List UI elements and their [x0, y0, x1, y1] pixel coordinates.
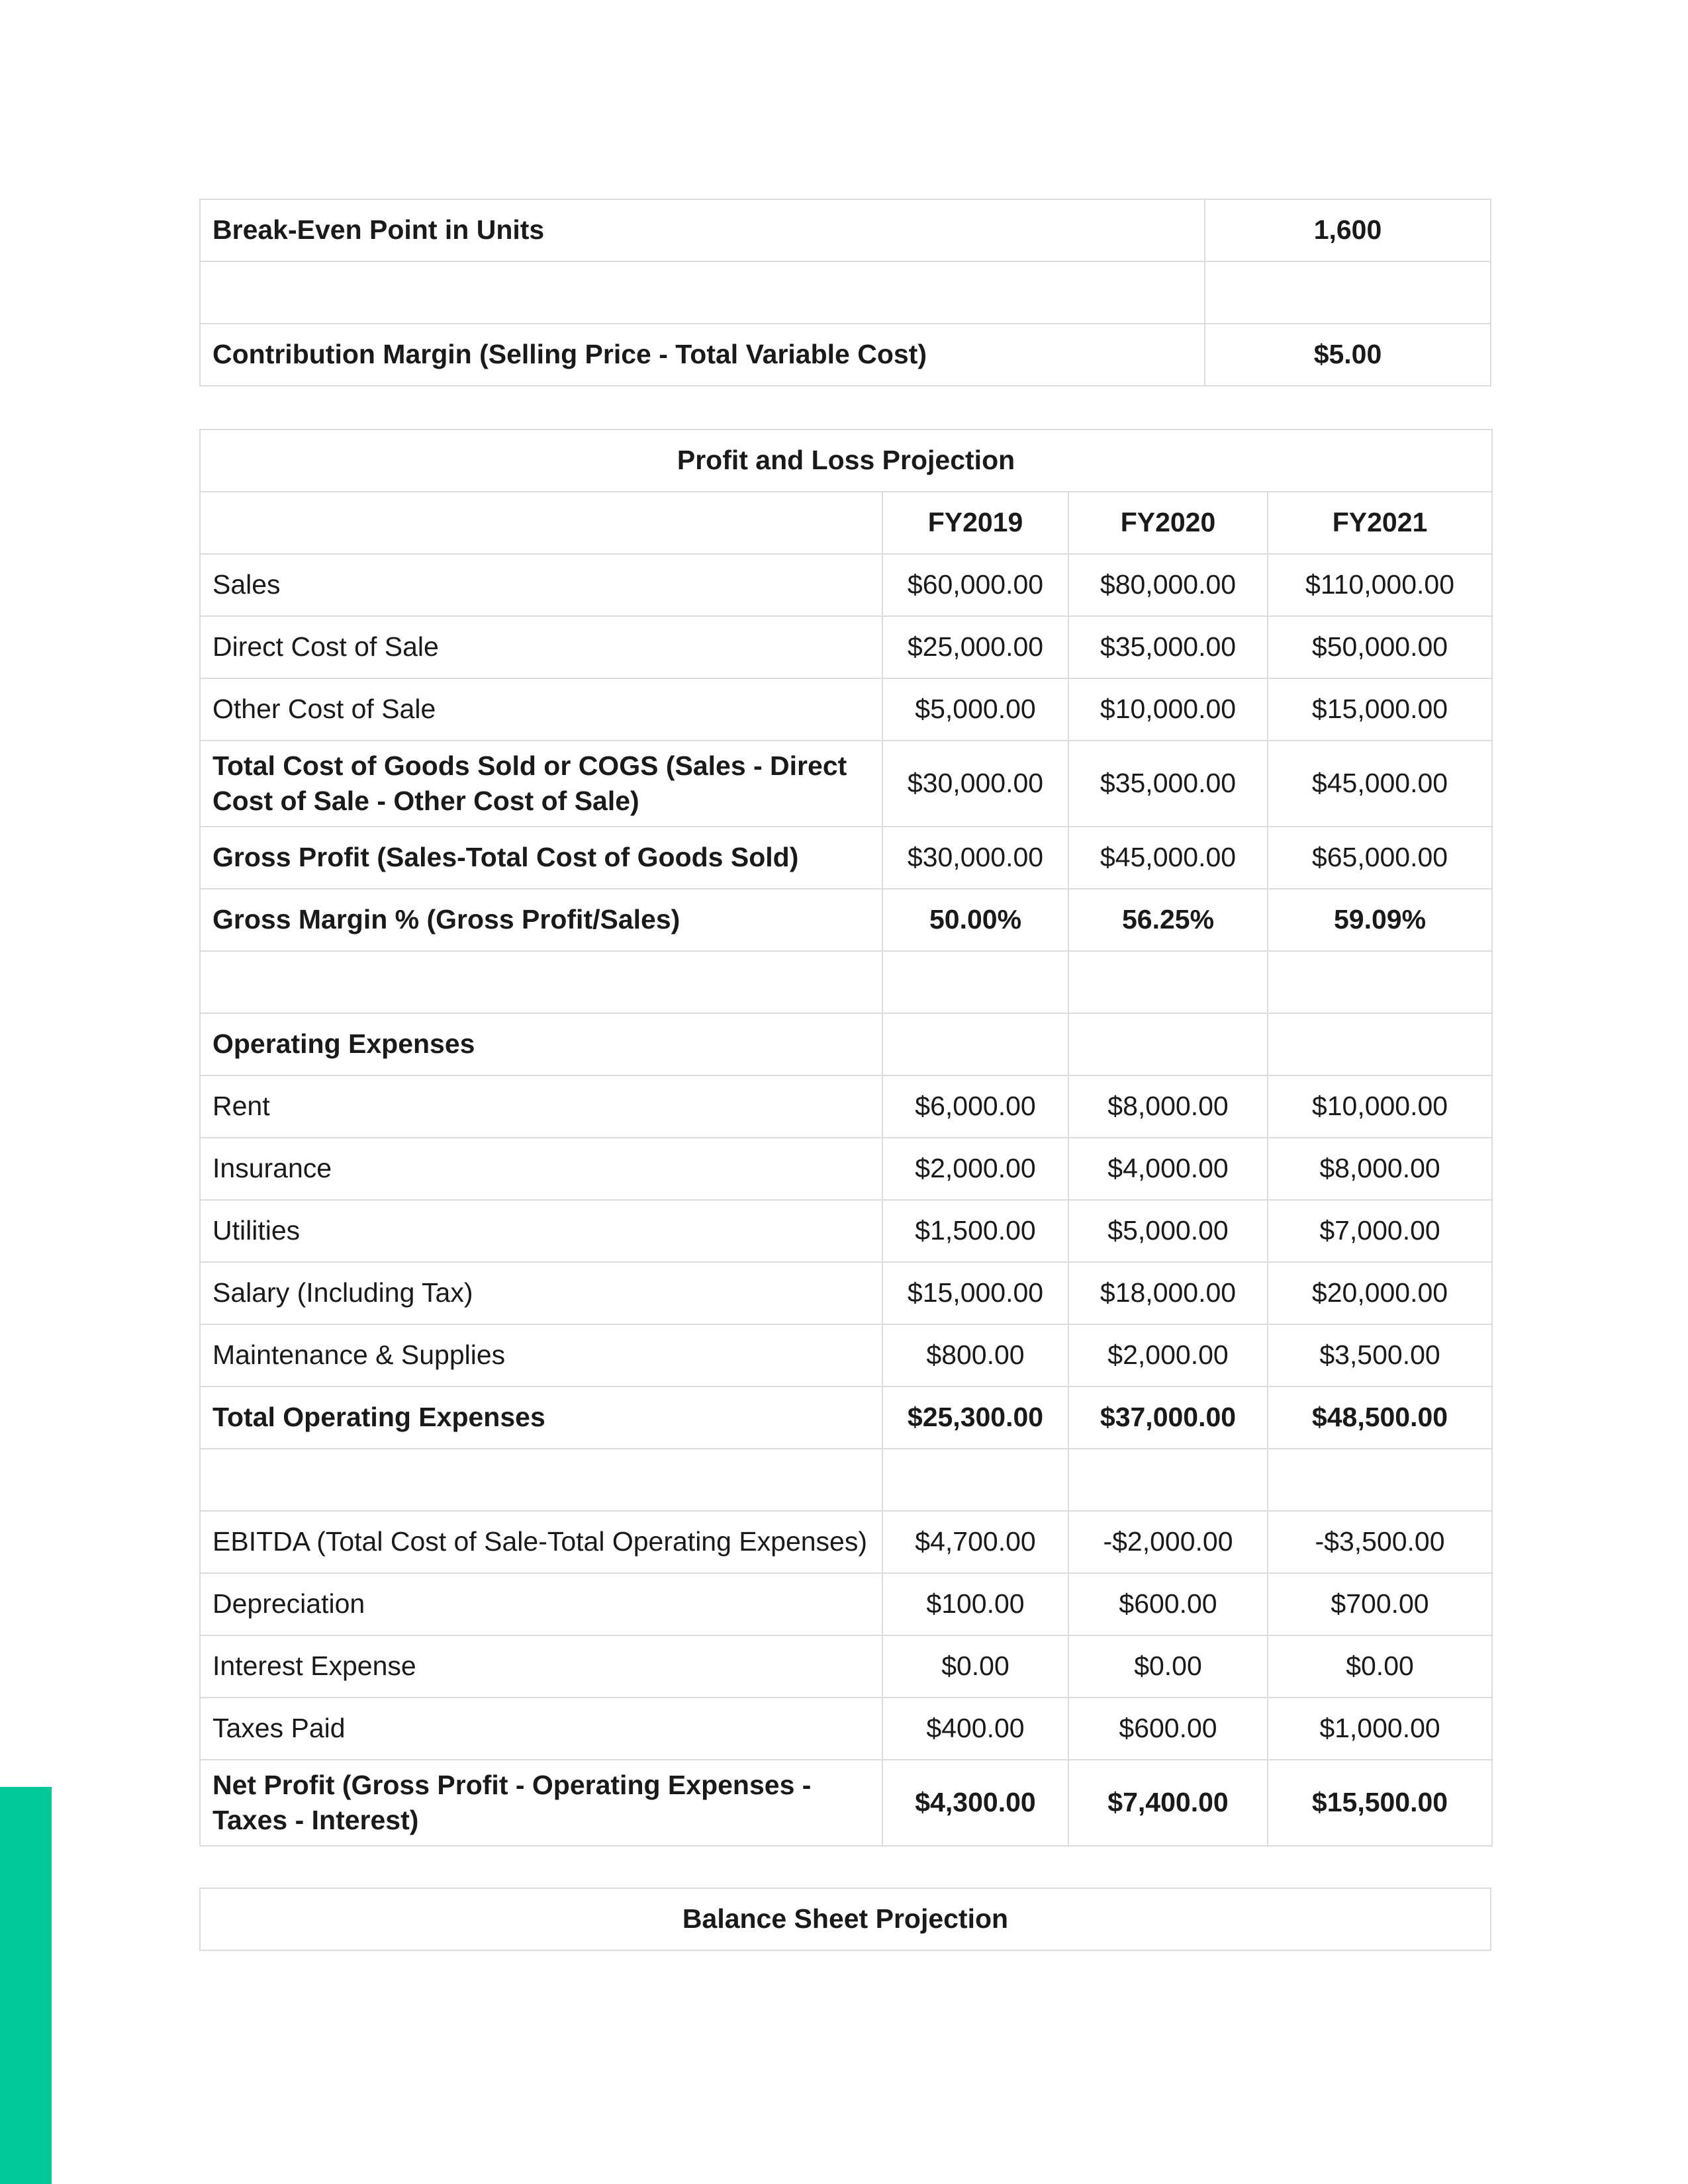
break-even-label: Break-Even Point in Units — [200, 199, 1205, 261]
row-label: Interest Expense — [200, 1635, 882, 1698]
table-row — [200, 1013, 1492, 1075]
value-cell: $80,000.00 — [1068, 554, 1268, 616]
row-label: Utilities — [200, 1200, 882, 1262]
value-cell — [1268, 1449, 1492, 1511]
row-label: Maintenance & Supplies — [200, 1324, 882, 1387]
contribution-margin-value: $5.00 — [1205, 324, 1491, 386]
value-cell: $600.00 — [1068, 1698, 1268, 1760]
header-cell-fy2019: FY2019 — [882, 492, 1068, 554]
table-row — [200, 889, 1492, 951]
value-cell: $8,000.00 — [1268, 1138, 1492, 1200]
value-cell: $3,500.00 — [1268, 1324, 1492, 1387]
value-cell: $8,000.00 — [1068, 1075, 1268, 1138]
value-cell: -$2,000.00 — [1068, 1511, 1268, 1573]
value-cell: $800.00 — [882, 1324, 1068, 1387]
row-label: Net Profit (Gross Profit - Operating Expenses - Taxes - Interest) — [200, 1760, 882, 1846]
row-label: Gross Profit (Sales-Total Cost of Goods Sold) — [200, 827, 882, 889]
row-label: EBITDA (Total Cost of Sale-Total Operating Expenses) — [200, 1511, 882, 1573]
value-cell: $2,000.00 — [882, 1138, 1068, 1200]
value-cell: $25,300.00 — [882, 1387, 1068, 1449]
table-row — [200, 1760, 1492, 1846]
value-cell — [1268, 951, 1492, 1013]
value-cell: $20,000.00 — [1268, 1262, 1492, 1324]
value-cell: 56.25% — [1068, 889, 1268, 951]
table-row — [200, 827, 1492, 889]
table-row — [200, 1573, 1492, 1635]
value-cell: $30,000.00 — [882, 741, 1068, 827]
value-cell: $25,000.00 — [882, 616, 1068, 678]
table-row — [200, 1075, 1492, 1138]
table-header-row — [200, 492, 1492, 554]
value-cell: $400.00 — [882, 1698, 1068, 1760]
table-row — [200, 616, 1492, 678]
value-cell: $45,000.00 — [1268, 741, 1492, 827]
value-cell — [1068, 1013, 1268, 1075]
table-row — [200, 324, 1491, 386]
table-row — [200, 1262, 1492, 1324]
value-cell: $7,000.00 — [1268, 1200, 1492, 1262]
value-cell: $60,000.00 — [882, 554, 1068, 616]
empty-cell — [1205, 261, 1491, 324]
value-cell: $6,000.00 — [882, 1075, 1068, 1138]
value-cell: $700.00 — [1268, 1573, 1492, 1635]
row-label: Operating Expenses — [200, 1013, 882, 1075]
table-title-row — [200, 1888, 1491, 1950]
balance-sheet-title: Balance Sheet Projection — [200, 1888, 1491, 1950]
value-cell — [1268, 1013, 1492, 1075]
break-even-table — [199, 199, 1491, 387]
value-cell: $2,000.00 — [1068, 1324, 1268, 1387]
header-cell — [200, 492, 882, 554]
value-cell: $600.00 — [1068, 1573, 1268, 1635]
value-cell: $45,000.00 — [1068, 827, 1268, 889]
row-label: Salary (Including Tax) — [200, 1262, 882, 1324]
break-even-value: 1,600 — [1205, 199, 1491, 261]
value-cell: $0.00 — [882, 1635, 1068, 1698]
table-title-row — [200, 430, 1492, 492]
value-cell — [882, 1013, 1068, 1075]
value-cell: $100.00 — [882, 1573, 1068, 1635]
row-label: Total Cost of Goods Sold or COGS (Sales - Direct Cost of Sale - Other Cost of Sale) — [200, 741, 882, 827]
value-cell — [882, 951, 1068, 1013]
value-cell: $7,400.00 — [1068, 1760, 1268, 1846]
balance-sheet-table — [199, 1888, 1491, 1951]
value-cell: -$3,500.00 — [1268, 1511, 1492, 1573]
row-label: Other Cost of Sale — [200, 678, 882, 741]
value-cell: $15,000.00 — [882, 1262, 1068, 1324]
value-cell: $18,000.00 — [1068, 1262, 1268, 1324]
value-cell: $10,000.00 — [1268, 1075, 1492, 1138]
empty-cell — [200, 261, 1205, 324]
value-cell — [1068, 951, 1268, 1013]
table-row — [200, 1324, 1492, 1387]
table-row — [200, 741, 1492, 827]
value-cell: 59.09% — [1268, 889, 1492, 951]
row-label — [200, 951, 882, 1013]
value-cell — [882, 1449, 1068, 1511]
row-label: Rent — [200, 1075, 882, 1138]
value-cell: $37,000.00 — [1068, 1387, 1268, 1449]
header-cell-fy2020: FY2020 — [1068, 492, 1268, 554]
table-row — [200, 1449, 1492, 1511]
value-cell — [1068, 1449, 1268, 1511]
value-cell: $48,500.00 — [1268, 1387, 1492, 1449]
table-row — [200, 1200, 1492, 1262]
value-cell: $35,000.00 — [1068, 741, 1268, 827]
value-cell: $10,000.00 — [1068, 678, 1268, 741]
table-row — [200, 678, 1492, 741]
row-label: Gross Margin % (Gross Profit/Sales) — [200, 889, 882, 951]
row-label: Taxes Paid — [200, 1698, 882, 1760]
value-cell: $15,500.00 — [1268, 1760, 1492, 1846]
value-cell: $0.00 — [1268, 1635, 1492, 1698]
value-cell: $35,000.00 — [1068, 616, 1268, 678]
profit-loss-body — [200, 554, 1492, 1846]
table-row — [200, 1635, 1492, 1698]
value-cell: 50.00% — [882, 889, 1068, 951]
table-row — [200, 261, 1491, 324]
row-label: Total Operating Expenses — [200, 1387, 882, 1449]
value-cell: $110,000.00 — [1268, 554, 1492, 616]
value-cell: $5,000.00 — [1068, 1200, 1268, 1262]
profit-loss-table — [199, 429, 1493, 1846]
row-label — [200, 1449, 882, 1511]
value-cell: $50,000.00 — [1268, 616, 1492, 678]
value-cell: $0.00 — [1068, 1635, 1268, 1698]
table-row — [200, 1511, 1492, 1573]
table-row — [200, 1138, 1492, 1200]
value-cell: $4,700.00 — [882, 1511, 1068, 1573]
contribution-margin-label: Contribution Margin (Selling Price - Total Variable Cost) — [200, 324, 1205, 386]
value-cell: $1,000.00 — [1268, 1698, 1492, 1760]
table-row — [200, 199, 1491, 261]
profit-loss-title: Profit and Loss Projection — [200, 430, 1492, 492]
table-row — [200, 1698, 1492, 1760]
row-label: Insurance — [200, 1138, 882, 1200]
row-label: Direct Cost of Sale — [200, 616, 882, 678]
table-row — [200, 554, 1492, 616]
value-cell: $4,000.00 — [1068, 1138, 1268, 1200]
value-cell: $65,000.00 — [1268, 827, 1492, 889]
table-row — [200, 1387, 1492, 1449]
value-cell: $5,000.00 — [882, 678, 1068, 741]
value-cell: $4,300.00 — [882, 1760, 1068, 1846]
row-label: Depreciation — [200, 1573, 882, 1635]
value-cell: $15,000.00 — [1268, 678, 1492, 741]
value-cell: $1,500.00 — [882, 1200, 1068, 1262]
value-cell: $30,000.00 — [882, 827, 1068, 889]
accent-bar — [0, 1787, 52, 2184]
table-row — [200, 951, 1492, 1013]
row-label: Sales — [200, 554, 882, 616]
header-cell-fy2021: FY2021 — [1268, 492, 1492, 554]
